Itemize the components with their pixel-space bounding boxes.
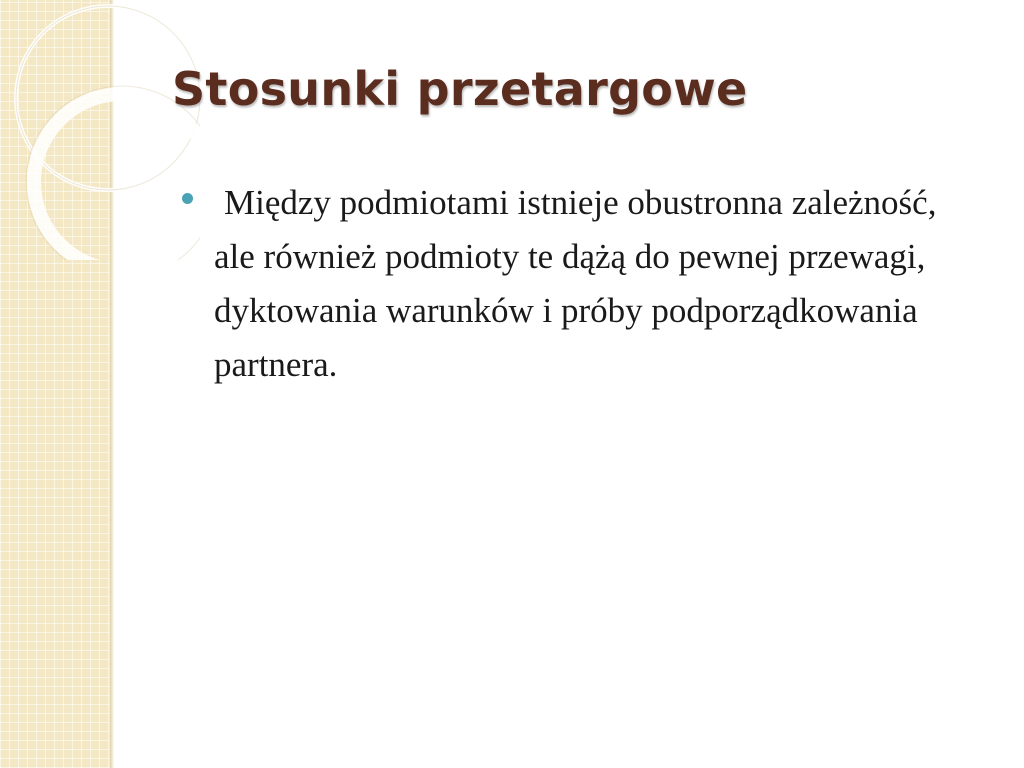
bullet-dot-icon	[182, 193, 193, 204]
bullet-item	[182, 176, 972, 392]
slide-title: Stosunki przetargowe	[172, 62, 748, 116]
slide-content	[182, 176, 972, 392]
decorative-rings	[0, 0, 200, 260]
bullet-text: Między podmiotami istnieje obustronna zależność, ale również podmioty te dążą do pewnej przewagi, dyktowania warunków i próby podporządkowania partnera.	[214, 183, 937, 384]
